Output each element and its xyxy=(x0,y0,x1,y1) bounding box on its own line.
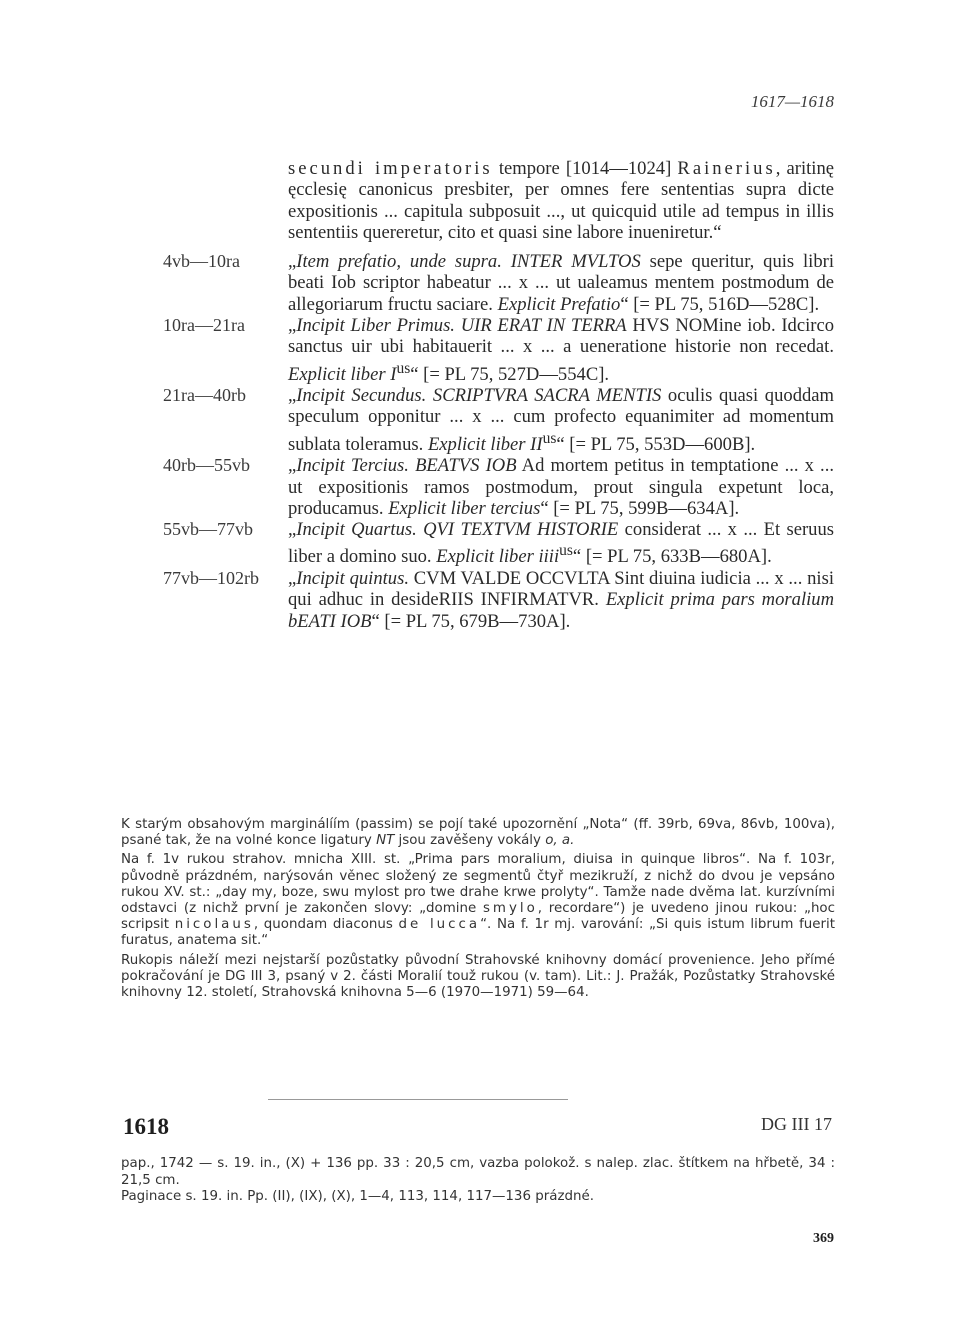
entry-text-part: oculis quasi quoddam speculum opponitur ... x ... cum profecto equanimiter ad momentum sublata toleramus. xyxy=(288,385,835,455)
entry-explicit: Explicit liber II xyxy=(427,433,543,455)
superscript: us xyxy=(542,429,557,447)
desc-paragraph: pap., 1742 — s. 19. in., (X) + 136 pp. 33 : 20,5 cm, vazba polokož. s nalep. zlac. štítkem na hřbetě, 34 : 21,5 cm. xyxy=(121,1156,835,1188)
entry-text-part: sepe queritur, quis libri beati Iob scriptor habeatur ... x ... ut ualeamus mentem postmodum de allegoriarum fructu saciare. xyxy=(288,251,834,315)
entry-item xyxy=(0,455,960,519)
shelf-signature: DG III 17 xyxy=(761,1114,832,1134)
entry-reference: “ [= PL 75, 599B—634A]. xyxy=(540,497,740,519)
entry-text-part: „ xyxy=(288,385,297,407)
note-text: jsou zavěšeny vokály xyxy=(394,833,546,849)
folio-range: 4vb—10ra xyxy=(163,251,240,272)
entry-reference: “ [= PL 75, 633B—680A]. xyxy=(572,546,772,568)
note-italic: NT xyxy=(376,833,395,849)
entries-section xyxy=(0,158,960,632)
entry-incipit-title: Incipit quintus. xyxy=(296,567,409,589)
entry-text xyxy=(288,385,834,455)
running-head: 1617—1618 xyxy=(750,92,834,111)
entry-number: 1618 xyxy=(123,1114,169,1139)
entry-incipit-title: Incipit Liber Primus. xyxy=(296,315,455,337)
entry-incipit-title: Item prefatio, unde supra. xyxy=(296,251,502,273)
superscript: us xyxy=(559,542,573,560)
entry-item xyxy=(0,385,960,455)
entry-text-part: Ad mortem petitus in temptatione ... x ... ut expositionis ramos postmodum, prout singula expetunt loca, producamus. xyxy=(288,455,835,519)
note-spaced: de lucca xyxy=(398,917,481,933)
folio-range: 21ra—40rb xyxy=(163,385,246,406)
intro-text-2: tempore [1014—1024] xyxy=(492,158,678,179)
entry-incipit: INTER MVLTOS xyxy=(510,251,641,273)
note-text: K starým obsahovým marginálíím (passim) se pojí také upozornění „Nota“ (ff. 39rb, 69va, 86vb, 100va), psané tak, že na volné konce ligatury xyxy=(121,817,835,849)
entry-incipit: SCRIPTVRA SACRA MENTIS xyxy=(432,385,662,407)
notes-section xyxy=(121,817,835,1001)
note-paragraph xyxy=(121,852,835,949)
entry-incipit: BEATVS IOB xyxy=(415,455,517,477)
entry-text-part xyxy=(426,385,433,406)
entry-item xyxy=(0,519,960,568)
note-text: , quondam diaconus xyxy=(253,917,399,933)
entry-incipit: QVI TEXTVM HISTORIE xyxy=(423,519,619,541)
entry-item xyxy=(0,315,960,385)
desc-paragraph: Paginace s. 19. in. Pp. (II), (IX), (X), 1—4, 113, 114, 117—136 prázdné. xyxy=(121,1189,594,1204)
entry-text-part: considerat ... x ... Et seruus liber a domino suo. xyxy=(288,519,834,568)
intro-text-4: , aritinę ęcclesię canonicus presbiter, per omnes fere sententias supra dicte expositionis ... capitula subposuit ..., ut quicquid utile ad tempus in illis sententiis quereretur, cito et quasi sine labore inueniretur.“ xyxy=(288,158,834,243)
entry-explicit: Explicit prima pars moralium bEATI IOB xyxy=(288,589,835,632)
note-italic: o, a. xyxy=(545,833,575,849)
entry-text-part: „ xyxy=(288,567,297,589)
entry-text-part: „ xyxy=(288,315,297,337)
folio-range: 10ra—21ra xyxy=(163,315,245,336)
page-number: 369 xyxy=(813,1231,834,1246)
intro-paragraph xyxy=(0,158,960,243)
entry-reference: “ [= PL 75, 679B—730A]. xyxy=(371,610,571,632)
entry-item xyxy=(0,568,960,632)
entry-text xyxy=(288,519,834,568)
entry-explicit: Explicit Prefatio xyxy=(497,293,621,315)
entry-text-part: „ xyxy=(288,251,297,273)
entry-explicit: Explicit liber I xyxy=(288,363,397,385)
note-text: Na f. 1v rukou strahov. mnicha XIII. st. „Prima pars moralium, diuisa in quinque libros“. Na f. 103r, původně prázdném, narýsován věnec složený ze segmentů čtyř mezikruží, z nichž do dvou je vepsáno rukou XV. st.: „day my, boze, swu mylost pro twe drahe krwe prolyty“. Tamže nade dvěma lat. kurzívními odstavci (z nichž první je zakončen slovy: „domine xyxy=(121,852,835,917)
entry-text xyxy=(288,251,834,315)
intro-spaced-1: secundi imperatoris xyxy=(288,158,493,179)
entry-incipit-title: Incipit Quartus. xyxy=(296,519,417,541)
entry-explicit: Explicit liber iiii xyxy=(436,546,560,568)
entry-item xyxy=(0,251,960,315)
entry-incipit-title: Incipit Tercius. xyxy=(296,455,409,477)
entry-incipit: UIR ERAT IN TERRA xyxy=(460,315,627,337)
entry-text xyxy=(288,315,834,385)
entry-explicit: Explicit liber tercius xyxy=(388,497,541,519)
folio-range: 77vb—102rb xyxy=(163,567,259,588)
note-text: “. Na f. 1r mj. varování: „Si quis istum librum fuerit furatus, anatema sit.“ xyxy=(121,917,835,949)
entry-reference: “ [= PL 75, 516D—528C]. xyxy=(620,293,820,315)
entry-text xyxy=(288,455,834,519)
note-paragraph: Rukopis náleží mezi nejstarší pozůstatky původní Strahovské knihovny domácí provenience. Jeho přímé pokračování je DG III 3, psaný v 2. části Moralií touž rukou (v. tam). Lit.: J. Pražák, Pozůstatky Strahovské knihovny 12. století, Strahovská knihovna 5—6 (1970—1971) 59—64. xyxy=(121,952,835,1001)
entry-reference: “ [= PL 75, 553D—600B]. xyxy=(556,433,756,455)
intro-text xyxy=(288,158,834,243)
note-spaced: nicolaus xyxy=(174,917,254,933)
entry-reference: “ [= PL 75, 527D—554C]. xyxy=(410,363,610,385)
note-spaced: smylo xyxy=(482,901,538,917)
folio-range: 55vb—77vb xyxy=(163,519,253,540)
entry-description xyxy=(121,1156,835,1206)
entry-text-part: „ xyxy=(288,519,297,541)
entry-incipit-title: Incipit Secundus. xyxy=(296,385,427,407)
note-paragraph xyxy=(121,817,835,849)
entry-text xyxy=(288,568,834,632)
folio-range: 40rb—55vb xyxy=(163,455,250,476)
superscript: us xyxy=(396,359,411,377)
section-divider xyxy=(268,1099,568,1100)
intro-spaced-2: Rainerius xyxy=(677,158,776,179)
entry-text-part: CVM VALDE OCCVLTA Sint diuina iudicia ... x ... nisi qui adhuc in desideRIIS INFIRMATVR. xyxy=(288,567,834,611)
note-text: , recordare“) je uvedeno jinou rukou: „hoc scripsit xyxy=(121,901,835,933)
entry-text-part: „ xyxy=(288,455,297,477)
entry-text-part xyxy=(502,251,511,272)
entry-text-part: HVS NOMine iob. Idcirco sanctus uir ubi habitauerit ... x ... a ueneratione historie non recedat. xyxy=(288,315,834,358)
